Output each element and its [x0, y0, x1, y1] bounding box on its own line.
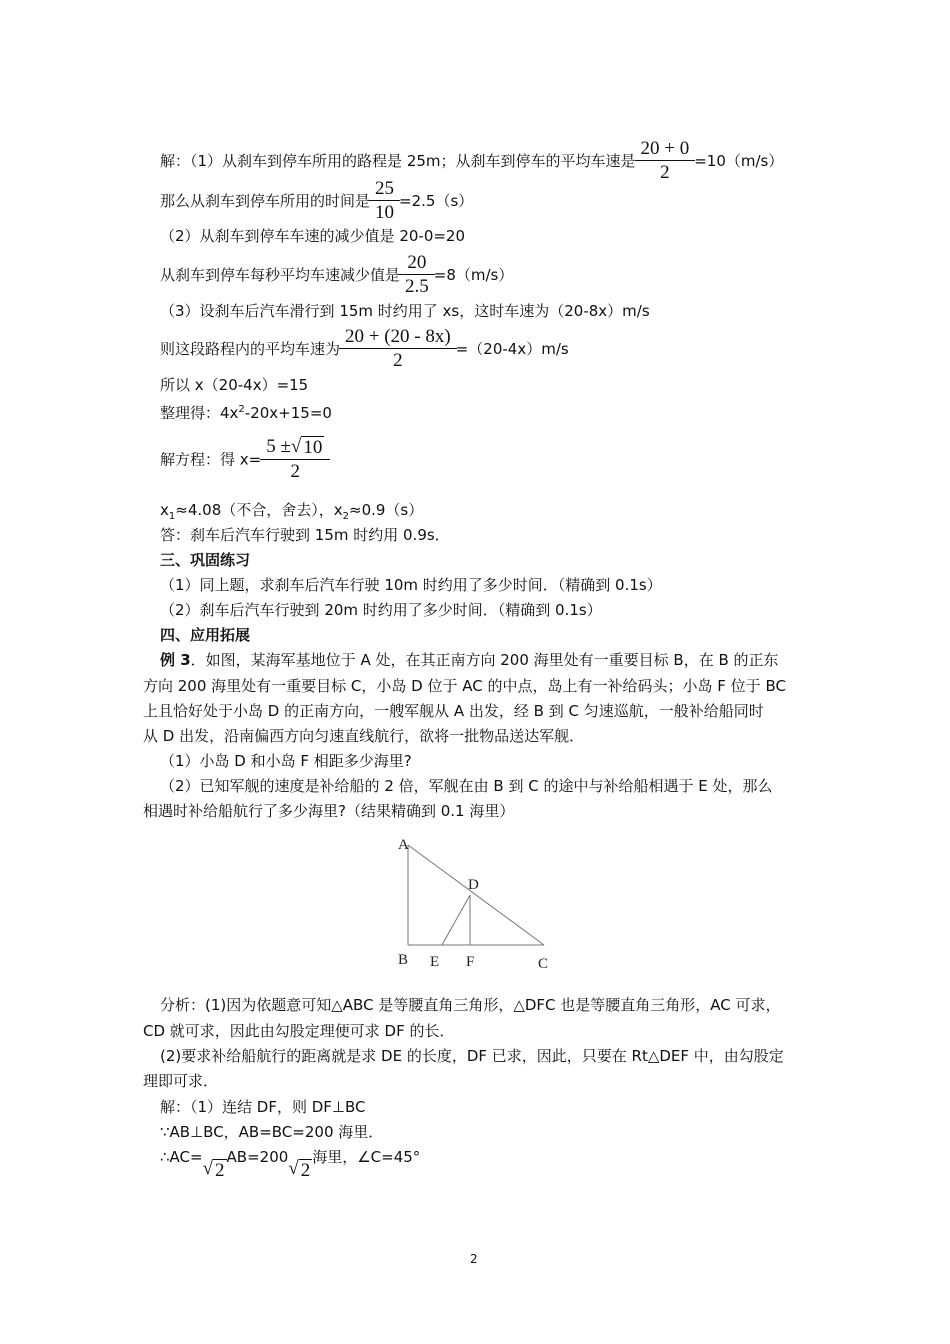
segment-de: [442, 895, 470, 945]
solution-step-1: 解：（1）连结 DF，则 DF⊥BC: [160, 1098, 366, 1116]
answer-line: 答：刹车后汽车行驶到 15m 时约用 0.9s．: [160, 526, 450, 544]
solution-line-10: $x_1\approx 4.08$（不合，舍去），$x_2\approx 0.9(s)$: [160, 501, 424, 522]
section-heading-3: 三、巩固练习: [160, 551, 251, 569]
solution-line-8: 整理得：$4x^2-20x+15=0$: [160, 404, 332, 422]
analysis-2-line-1: (2)要求补给船航行的距离就是求 DE 的长度，DF 已求，因此，只要在 Rt△DEF 中，由勾股定: [160, 1047, 784, 1065]
label-c: C: [538, 956, 549, 972]
fraction-decrease: $\frac{20}{2.5}$: [402, 252, 432, 299]
label-b: B: [398, 952, 409, 968]
solution-line-3: （2）从刹车到停车车速的减少值是 20-0=20: [160, 227, 466, 245]
solution-line-7: 所以 x（20-4x）=15: [160, 376, 309, 394]
fraction-root-solution: 5 ±√ 10 2: [263, 436, 327, 484]
exercise-1: （1）同上题，求刹车后汽车行驶 10m 时约用了多少时间．（精确到 0.1s）: [160, 576, 662, 594]
solution-line-1: 解：（1）从刹车到停车所用的路程是 25m；从刹车到停车的平均车速是 $\frac{20 + 0}{2}$ =10（m/s）: [160, 138, 784, 183]
solution-line-2: 那么从刹车到停车所用的时间是 $\frac{25}{10}$ =2.5（s）: [160, 178, 474, 223]
question-2-line-1: （2）已知军舰的速度是补给船的 2 倍，军舰在由 B 到 C 的途中与补给船相遇于 E 处，那么: [160, 777, 773, 795]
fraction-avg-speed: $\frac{20 + 0}{2}$: [638, 138, 693, 185]
triangle-figure: [396, 833, 556, 973]
page-number: 2: [470, 1252, 478, 1266]
label-f: F: [466, 954, 475, 970]
example-3-line-3: 上且恰好处于小岛 D 的正南方向，一艘军舰从 A 出发，经 B 到 C 匀速巡航，一般补给船同时: [143, 702, 764, 720]
analysis-1-line-1: 分析：(1)因为依题意可知△ABC 是等腰直角三角形，△DFC 也是等腰直角三角形，AC 可求，: [160, 996, 781, 1014]
segment-ac: [408, 845, 544, 945]
sqrt-10: √ 10: [290, 436, 323, 458]
example-3-line-1: 例 3．如图，某海军基地位于 A 处，在其正南方向 200 海里处有一重要目标 B，在 B 的正东: [160, 651, 779, 669]
sqrt-2-b: √ 2: [288, 1158, 311, 1181]
label-a: A: [398, 837, 409, 853]
label-e: E: [430, 954, 440, 970]
example-3-line-2: 方向 200 海里处有一重要目标 C，小岛 D 位于 AC 的中点，岛上有一补给码头；小岛 F 位于 BC: [143, 677, 786, 695]
fraction-time: $\frac{25}{10}$: [372, 178, 397, 225]
label-d: D: [468, 877, 479, 893]
solution-line-5: （3）设刹车后汽车滑行到 15m 时约用了 xs，这时车速为（20-8x）m/s: [160, 302, 650, 320]
fraction-avg-speed-2: $\frac{20 + (20 - 8x)}{2}$: [342, 326, 454, 373]
solution-step-2: ∵AB⊥BC，AB=BC=200 海里．: [160, 1123, 384, 1141]
question-2-line-2: 相遇时补给船航行了多少海里?（结果精确到 0.1 海里）: [143, 802, 515, 820]
exercise-2: （2）刹车后汽车行驶到 20m 时约用了多少时间．（精确到 0.1s）: [160, 601, 602, 619]
solution-line-6: 则这段路程内的平均车速为 $\frac{20 + (20 - 8x)}{2}$ =（20-4x）m/s: [160, 326, 569, 371]
example-3-line-4: 从 D 出发，沿南偏西方向匀速直线航行，欲将一批物品送达军舰．: [143, 727, 585, 745]
solution-line-4: 从刹车到停车每秒平均车速减少值是 $\frac{20}{2.5}$ =8（m/s）: [160, 252, 514, 297]
question-1: （1）小岛 D 和小岛 F 相距多少海里?: [160, 752, 412, 770]
section-heading-4: 四、应用拓展: [160, 626, 251, 644]
analysis-2-line-2: 理即可求．: [143, 1072, 219, 1090]
solution-line-9: 解方程：得 x= 5 ±√ 10 2: [160, 436, 329, 484]
sqrt-2-a: √ 2: [202, 1158, 225, 1181]
solution-step-3: ∴AC=√ 2 AB=200√ 2 海里，∠C=45°: [160, 1148, 421, 1181]
analysis-1-line-2: CD 就可求，因此由勾股定理便可求 DF 的长．: [143, 1022, 455, 1040]
